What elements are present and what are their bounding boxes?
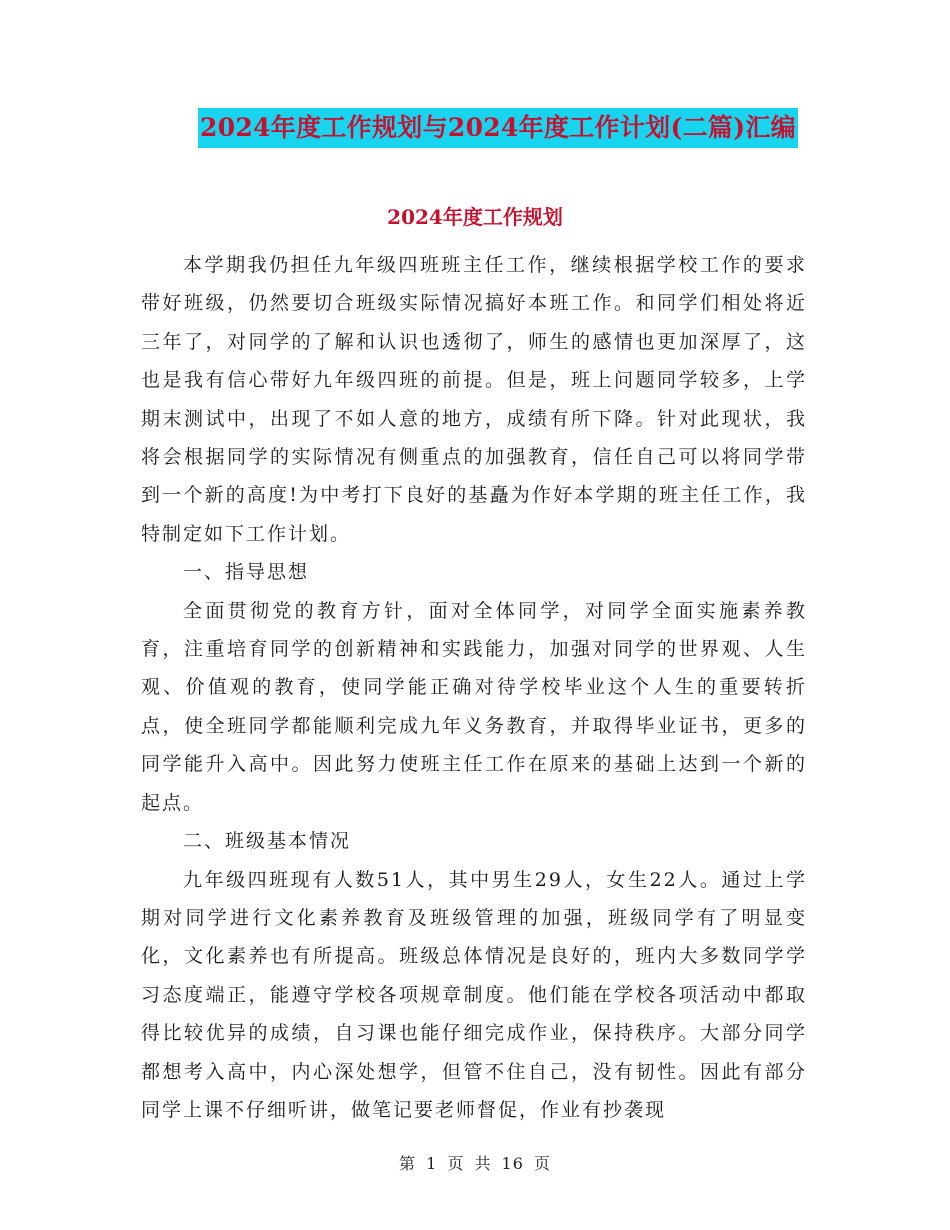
paragraph-class-situation: 九年级四班现有人数51人，其中男生29人，女生22人。通过上学期对同学进行文化素养教育及班级管理的加强，班级同学有了明显变化，文化素养也有所提高。班级总体情况是良好的，班内大多数同学学习态度端正，能遵守学校各项规章制度。他们能在学校各项活动中都取得比较优异的成绩，自习课也能仔细完成作业，保持秩序。大部分同学都想考入高中，内心深处想学，但管不住自己，没有韧性。因此有部分同学上课不仔细听讲，做笔记要老师督促，作业有抄袭现 [141, 868, 807, 1121]
section-title: 2024年度工作规划 [387, 205, 563, 229]
heading-guiding-ideology: 一、指导思想 [183, 561, 310, 584]
page-number-footer: 第 1 页 共 16 页 [399, 1154, 551, 1173]
document-body [141, 246, 807, 1129]
paragraph-intro: 本学期我仍担任九年级四班班主任工作，继续根据学校工作的要求带好班级，仍然要切合班级实际情况搞好本班工作。和同学们相处将近三年了，对同学的了解和认识也透彻了，师生的感情也更加深厚了，这也是我有信心带好九年级四班的前提。但是，班上问题同学较多，上学期末测试中，出现了不如人意的地方，成绩有所下降。针对此现状，我将会根据同学的实际情况有侧重点的加强教育，信任自己可以将同学带到一个新的高度!为中考打下良好的基矗为作好本学期的班主任工作，我特制定如下工作计划。 [141, 254, 807, 545]
paragraph-guiding-ideology: 全面贯彻党的教育方针，面对全体同学，对同学全面实施素养教育，注重培育同学的创新精神和实践能力，加强对同学的世界观、人生观、价值观的教育，使同学能正确对待学校毕业这个人生的重要转折点，使全班同学都能顺利完成九年义务教育，并取得毕业证书，更多的同学能升入高中。因此努力使班主任工作在原来的基础上达到一个新的起点。 [141, 599, 807, 814]
heading-class-situation: 二、班级基本情况 [183, 830, 352, 853]
document-title: 2024年度工作规划与2024年度工作计划(二篇)汇编 [198, 108, 798, 148]
